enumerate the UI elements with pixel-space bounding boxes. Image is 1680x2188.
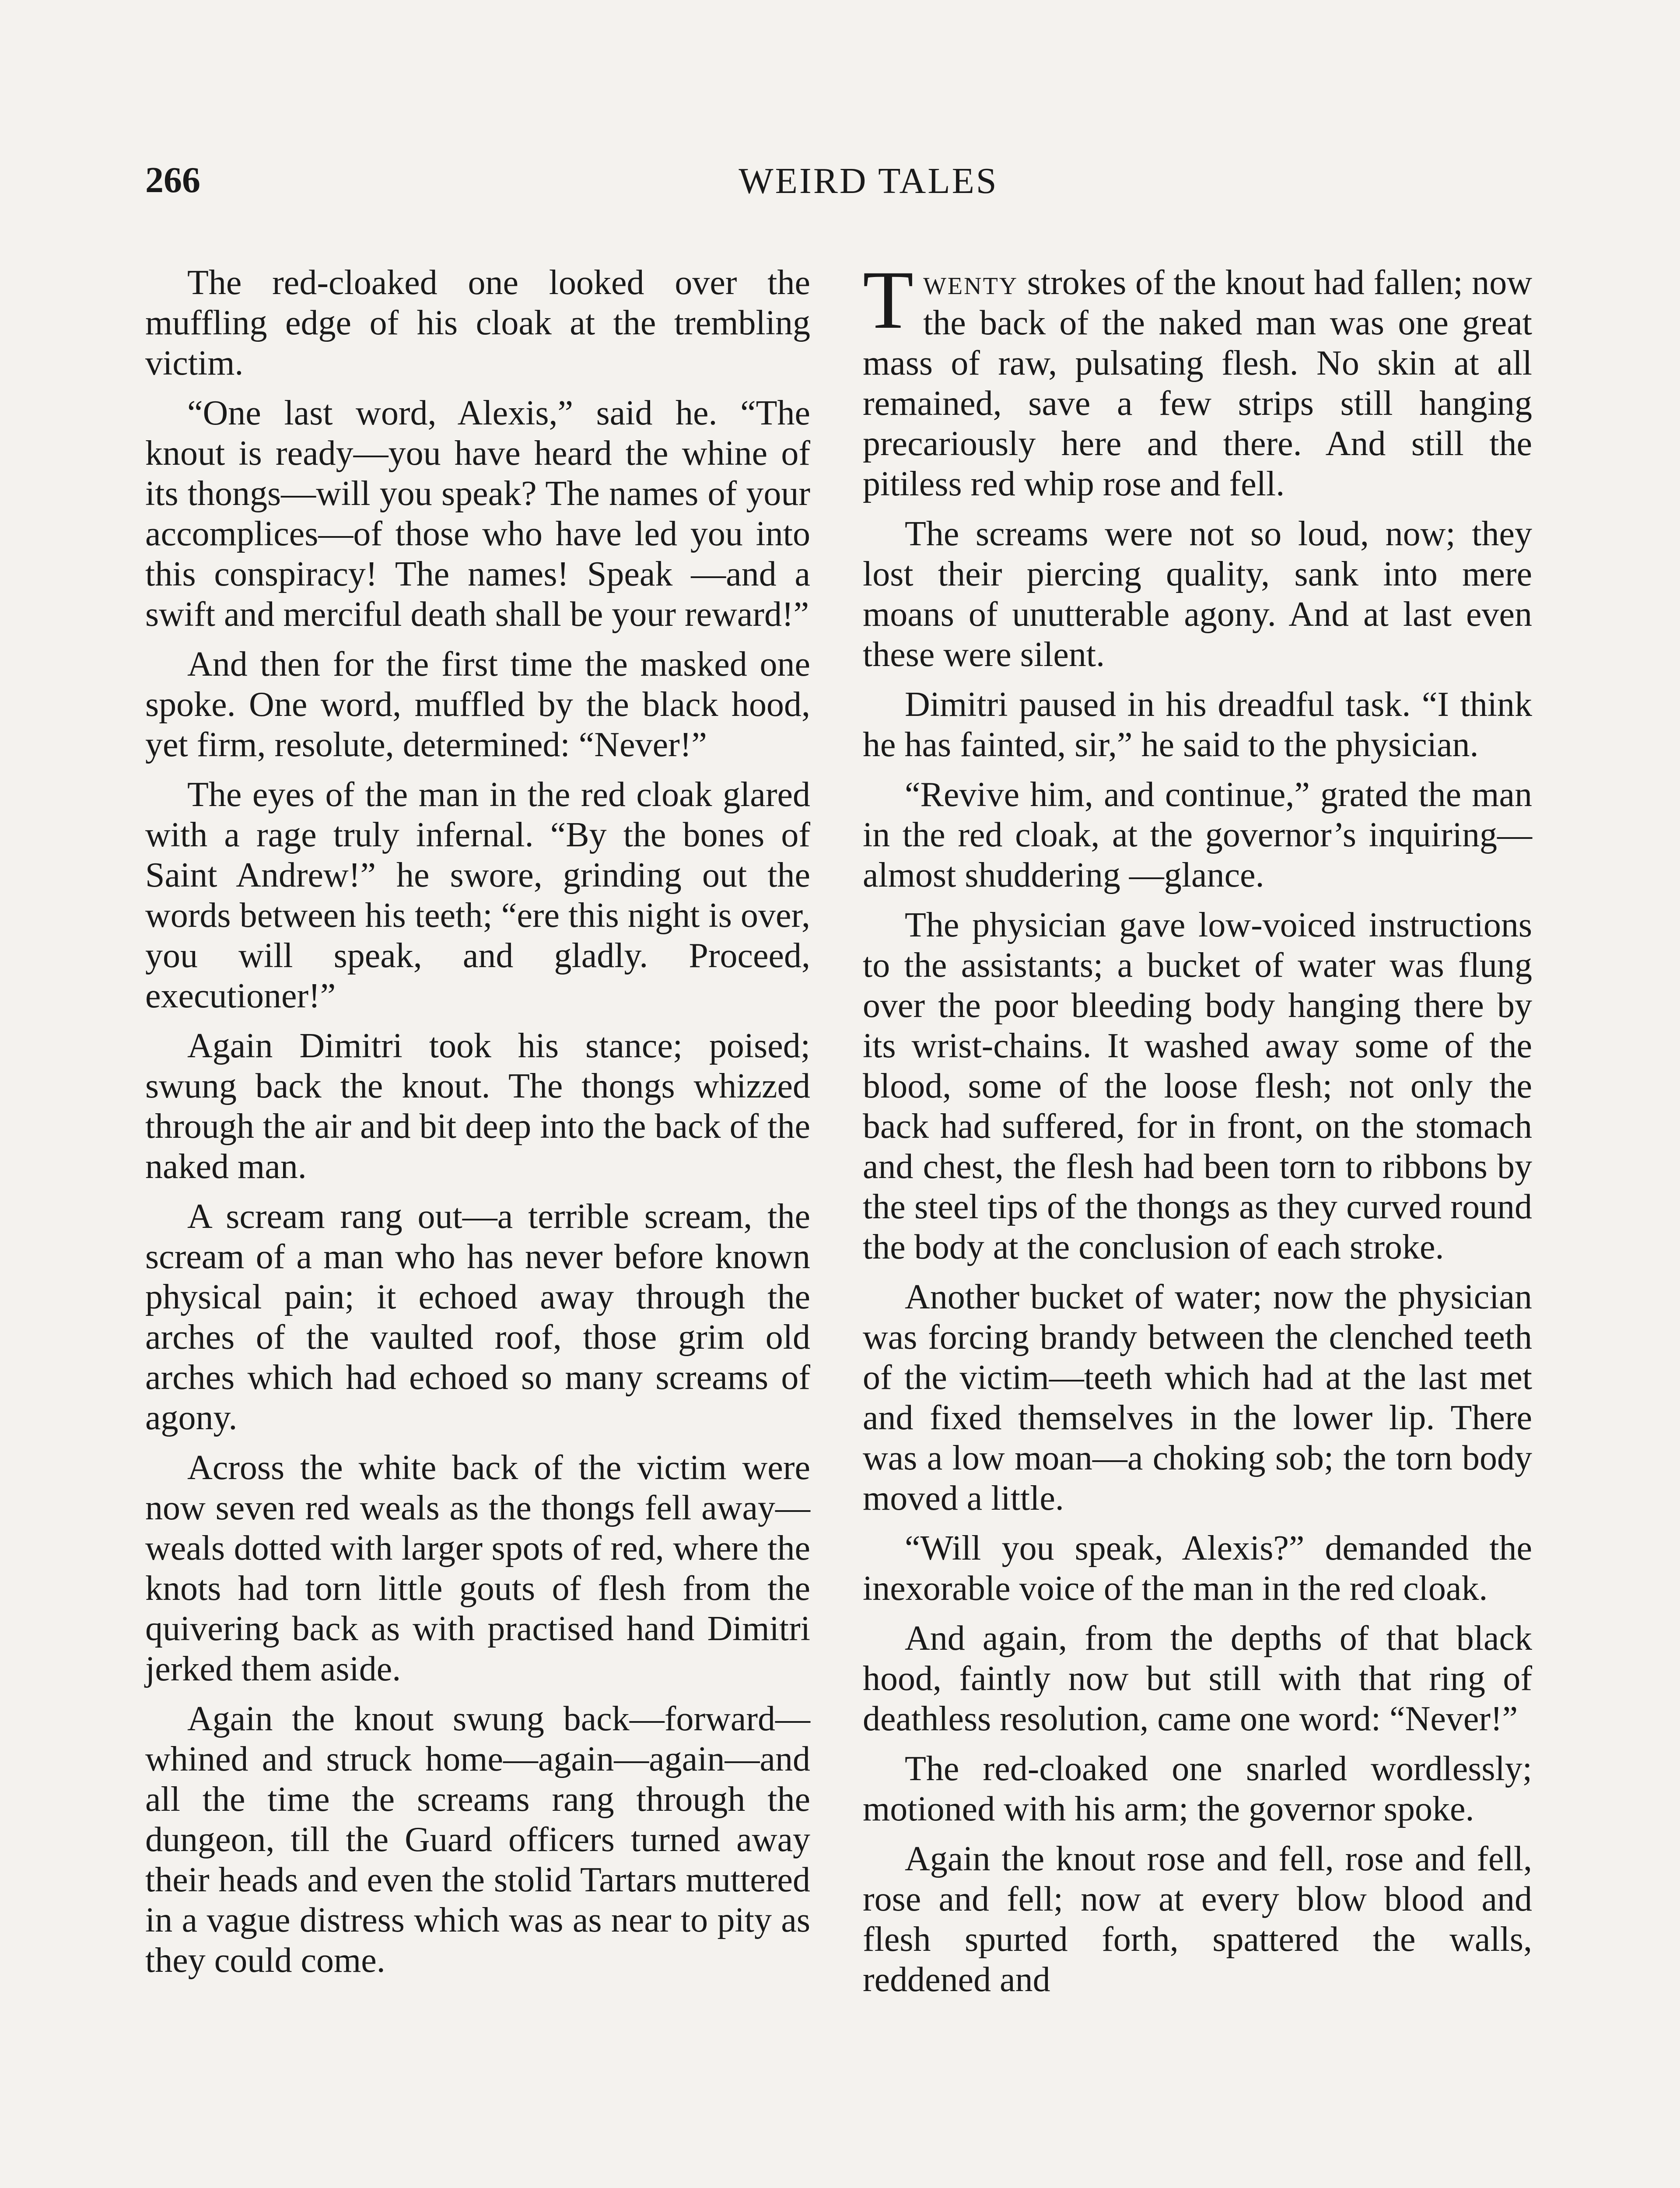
opening-paragraph-text: strokes of the knout had fallen; now the back of the naked man was one great mass of raw, pulsating flesh. No skin at all remained, save a few strips still hanging precariously here and there. And still the pitiless red whip rose and fell.	[863, 263, 1532, 503]
paragraph: A scream rang out—a terrible scream, the scream of a man who has never before known physical pain; it echoed away through the arches of the vaulted roof, those grim old arches which had echoed so many screams of agony.	[145, 1197, 810, 1437]
paragraph: The red-cloaked one looked over the muffling edge of his cloak at the trembling victim.	[145, 263, 810, 382]
paragraph: The red-cloaked one snarled wordlessly; motioned with his arm; the governor spoke.	[863, 1750, 1532, 1828]
paragraph: The screams were not so loud, now; they lost their piercing quality, sank into mere moans of unutterable agony. And at last even these were silent.	[863, 515, 1532, 674]
paragraph: Again Dimitri took his stance; poised; swung back the knout. The thongs whizzed through the air and bit deep into the back of the naked man.	[145, 1027, 810, 1186]
paragraph: Across the white back of the victim were now seven red weals as the thongs fell away—weals dotted with larger spots of red, where the knots had torn little gouts of flesh from the quivering back as with practised hand Dimitri jerked them aside.	[145, 1448, 810, 1688]
paragraph: Again the knout rose and fell, rose and fell, rose and fell; now at every blow blood and flesh spurted forth, spattered the walls, reddened and	[863, 1840, 1532, 1999]
opening-paragraph	[863, 254, 1532, 504]
right-column	[863, 254, 1532, 2009]
drop-cap: T	[863, 254, 914, 346]
paragraph: “One last word, Alexis,” said he. “The knout is ready—you have heard the whine of its thongs—will you speak? The names of your accomplices—of those who have led you into this conspiracy! The names! Speak —and a swift and merciful death shall be your reward!”	[145, 394, 810, 634]
paragraph: “Revive him, and continue,” grated the man in the red cloak, at the governor’s inquiring—almost shuddering —glance.	[863, 775, 1532, 894]
first-word-smallcaps: wenty	[923, 263, 1018, 302]
paragraph: “Will you speak, Alexis?” demanded the inexorable voice of the man in the red cloak.	[863, 1529, 1532, 1608]
left-column	[145, 263, 810, 1990]
paragraph: And again, from the depths of that black hood, faintly now but still with that ring of deathless resolution, came one word: “Never!”	[863, 1619, 1532, 1738]
paragraph: The physician gave low-voiced instructions to the assistants; a bucket of water was flung over the poor bleeding body hanging there by its wrist-chains. It washed away some of the blood, some of the loose flesh; not only the back had suffered, for in front, on the stomach and chest, the flesh had been torn to ribbons by the steel tips of the thongs as they curved round the body at the conclusion of each stroke.	[863, 906, 1532, 1266]
paragraph: And then for the first time the masked one spoke. One word, muffled by the black hood, yet firm, resolute, determined: “Never!”	[145, 645, 810, 764]
paragraph: The eyes of the man in the red cloak glared with a rage truly infernal. “By the bones of Saint Andrew!” he swore, grinding out the words between his teeth; “ere this night is over, you will speak, and gladly. Proceed, executioner!”	[145, 775, 810, 1015]
paragraph: Dimitri paused in his dreadful task. “I think he has fainted, sir,” he said to the physician.	[863, 685, 1532, 764]
paragraph: Another bucket of water; now the physician was forcing brandy between the clenched teeth of the victim—teeth which had at the last met and fixed themselves in the lower lip. There was a low moan—a choking sob; the torn body moved a little.	[863, 1278, 1532, 1518]
running-title: WEIRD TALES	[738, 161, 998, 201]
paragraph: Again the knout swung back—forward—whined and struck home—again—again—and all the time the screams rang through the dungeon, till the Guard officers turned away their heads and even the stolid Tartars muttered in a vague distress which was as near to pity as they could come.	[145, 1700, 810, 1980]
page-number: 266	[145, 160, 200, 200]
